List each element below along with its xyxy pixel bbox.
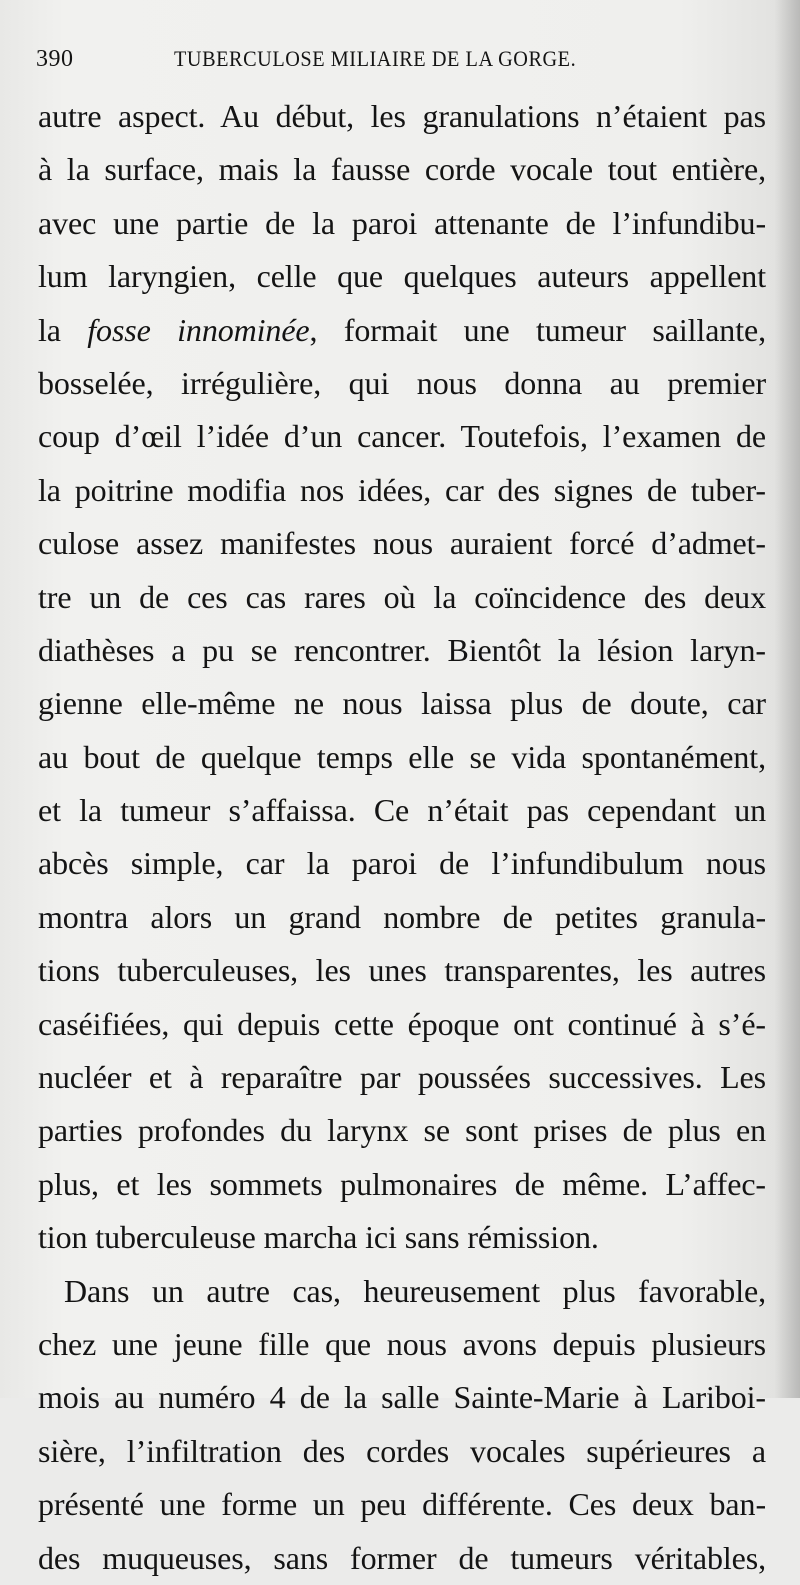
text-line: mois au numéro 4 de la salle Sainte-Marie à Lariboi- (38, 1379, 766, 1416)
running-title: TUBERCULOSE MILIAIRE DE LA GORGE. (174, 46, 577, 71)
text-line: autre aspect. Au début, les granulations n’étaient pas (38, 98, 766, 134)
text-line: Dans un autre cas, heureusement plus favorable, (64, 1272, 766, 1309)
text-line: tion tuberculeuse marcha ici sans rémission. (38, 1219, 599, 1256)
text-line: bosselée, irrégulière, qui nous donna au premier (38, 364, 766, 401)
text-line: abcès simple, car la paroi de l’infundibulum nous (38, 845, 766, 882)
text-line: coup d’œil l’idée d’un cancer. Toutefois, l’examen de (38, 418, 766, 455)
text-line: tions tuberculeuses, les unes transparentes, les autres (38, 952, 766, 989)
text-line: lum laryngien, celle que quelques auteurs appellent (38, 258, 766, 295)
text-line: caséifiées, qui depuis cette époque ont continué à s’é- (38, 1005, 766, 1042)
text-line: culose assez manifestes nous auraient forcé d’admet- (38, 525, 766, 562)
text-line: au bout de quelque temps elle se vida spontanément, (38, 738, 766, 775)
page-edge-shadow (774, 0, 800, 1398)
text-line: présenté une forme un peu différente. Ces deux ban- (38, 1486, 766, 1523)
text-run: , formait une tumeur saillante, (309, 311, 766, 348)
text-line: à la surface, mais la fausse corde vocale tout entière, (38, 151, 766, 188)
text-line: des muqueuses, sans former de tumeurs véritables, (38, 1539, 766, 1576)
text-line: gienne elle-même ne nous laissa plus de doute, car (38, 685, 766, 722)
text-line: montra alors un grand nombre de petites granula- (38, 898, 766, 935)
text-line: et la tumeur s’affaissa. Ce n’était pas cependant un (38, 792, 766, 829)
text-line: nucléer et à reparaître par poussées successives. Les (38, 1059, 766, 1096)
text-line: sière, l’infiltration des cordes vocales supérieures a (38, 1432, 766, 1469)
text-line: parties profondes du larynx se sont prises de plus en (38, 1112, 766, 1149)
text-line: la poitrine modifia nos idées, car des signes de tuber- (38, 471, 766, 508)
text-line: diathèses a pu se rencontrer. Bientôt la lésion laryn- (38, 631, 766, 668)
page-number: 390 (36, 46, 74, 72)
italic-term: fosse innominée (87, 311, 310, 348)
text-line: avec une partie de la paroi attenante de l’infundibu- (38, 204, 766, 241)
text-line: plus, et les sommets pulmonaires de même. L’affec- (38, 1165, 766, 1202)
text-run: la (38, 311, 88, 348)
body-text (38, 90, 766, 1585)
text-line: chez une jeune fille que nous avons depuis plusieurs (38, 1325, 766, 1362)
page-header (36, 40, 766, 80)
text-line (38, 304, 766, 357)
text-line: tre un de ces cas rares où la coïncidence des deux (38, 578, 766, 615)
